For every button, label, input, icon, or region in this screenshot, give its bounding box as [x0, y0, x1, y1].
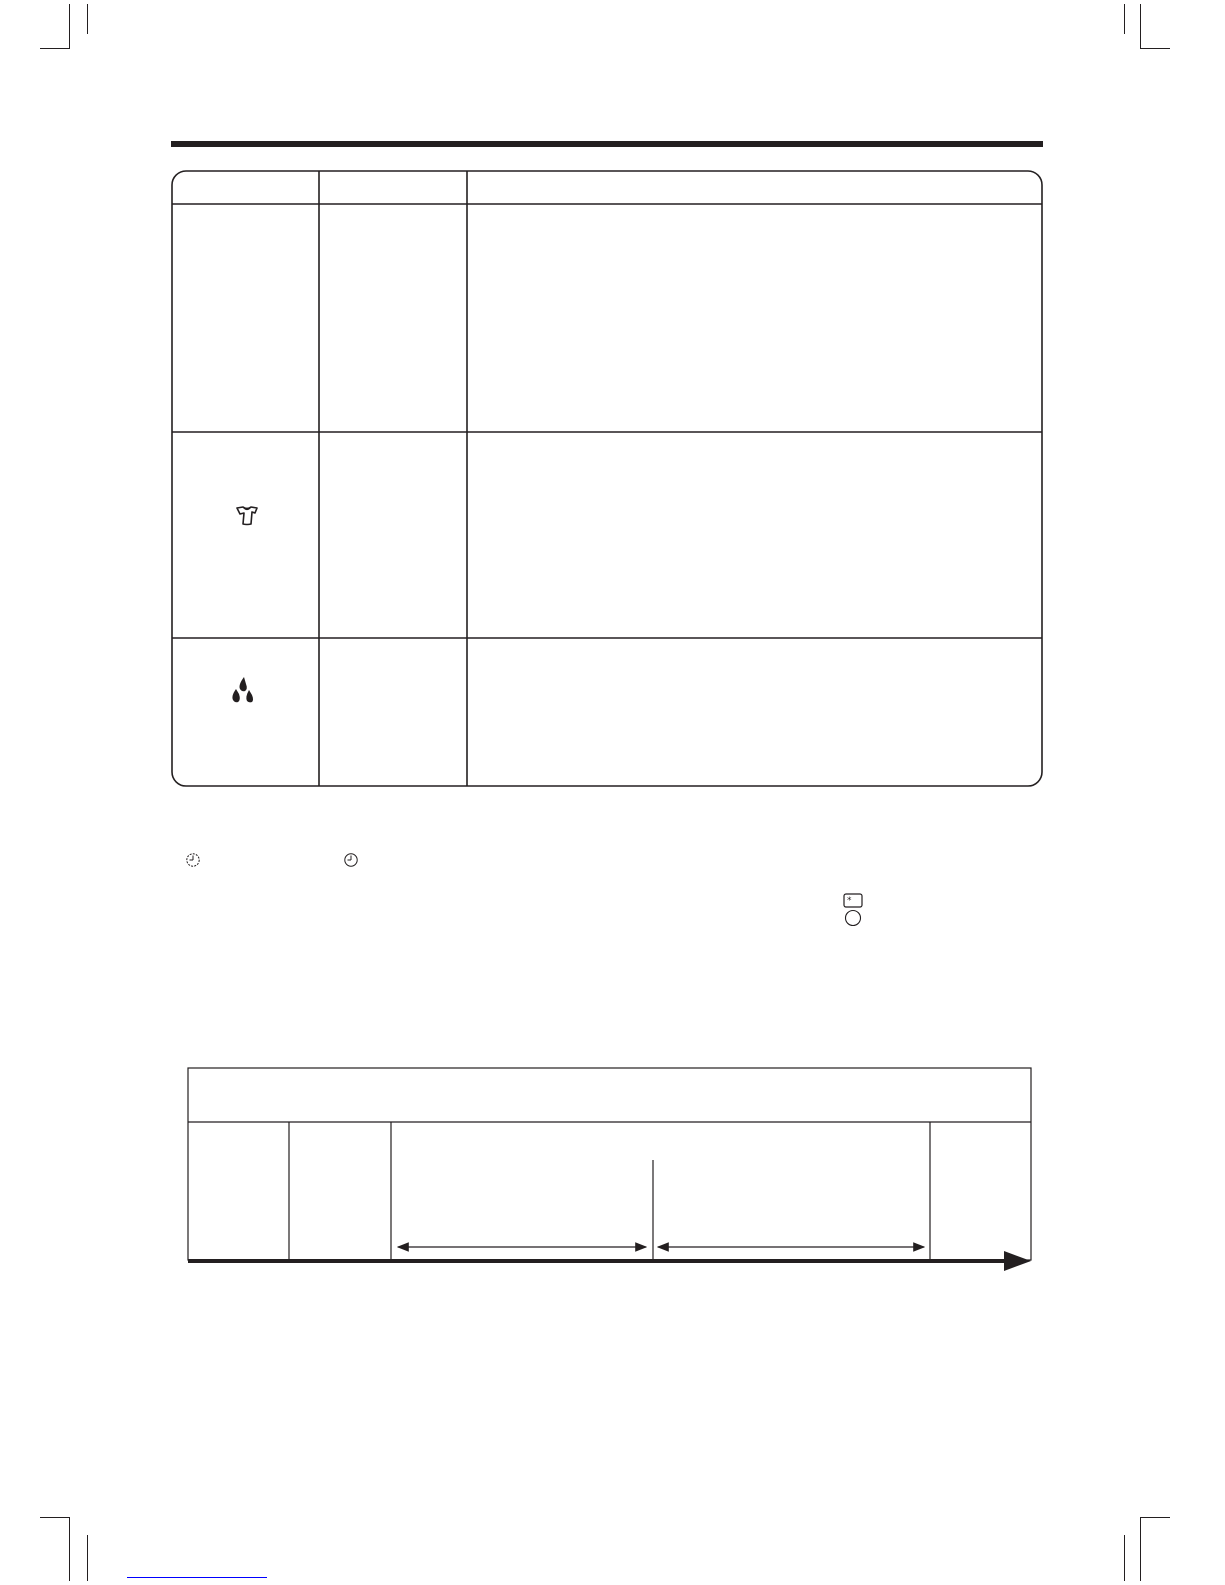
timeline-segment-4 [660, 1170, 920, 1190]
svg-text:*: * [847, 896, 852, 906]
timeline-segment-3 [396, 1130, 646, 1150]
timeline-segment-2 [293, 1130, 385, 1150]
bottom-link-underline[interactable] [127, 1577, 267, 1578]
timeline-segment-5 [935, 1130, 1027, 1150]
timeline-header [196, 1080, 1016, 1110]
timeline-axis-arrowhead [1004, 1251, 1031, 1271]
timeline-segment-1 [192, 1130, 284, 1150]
